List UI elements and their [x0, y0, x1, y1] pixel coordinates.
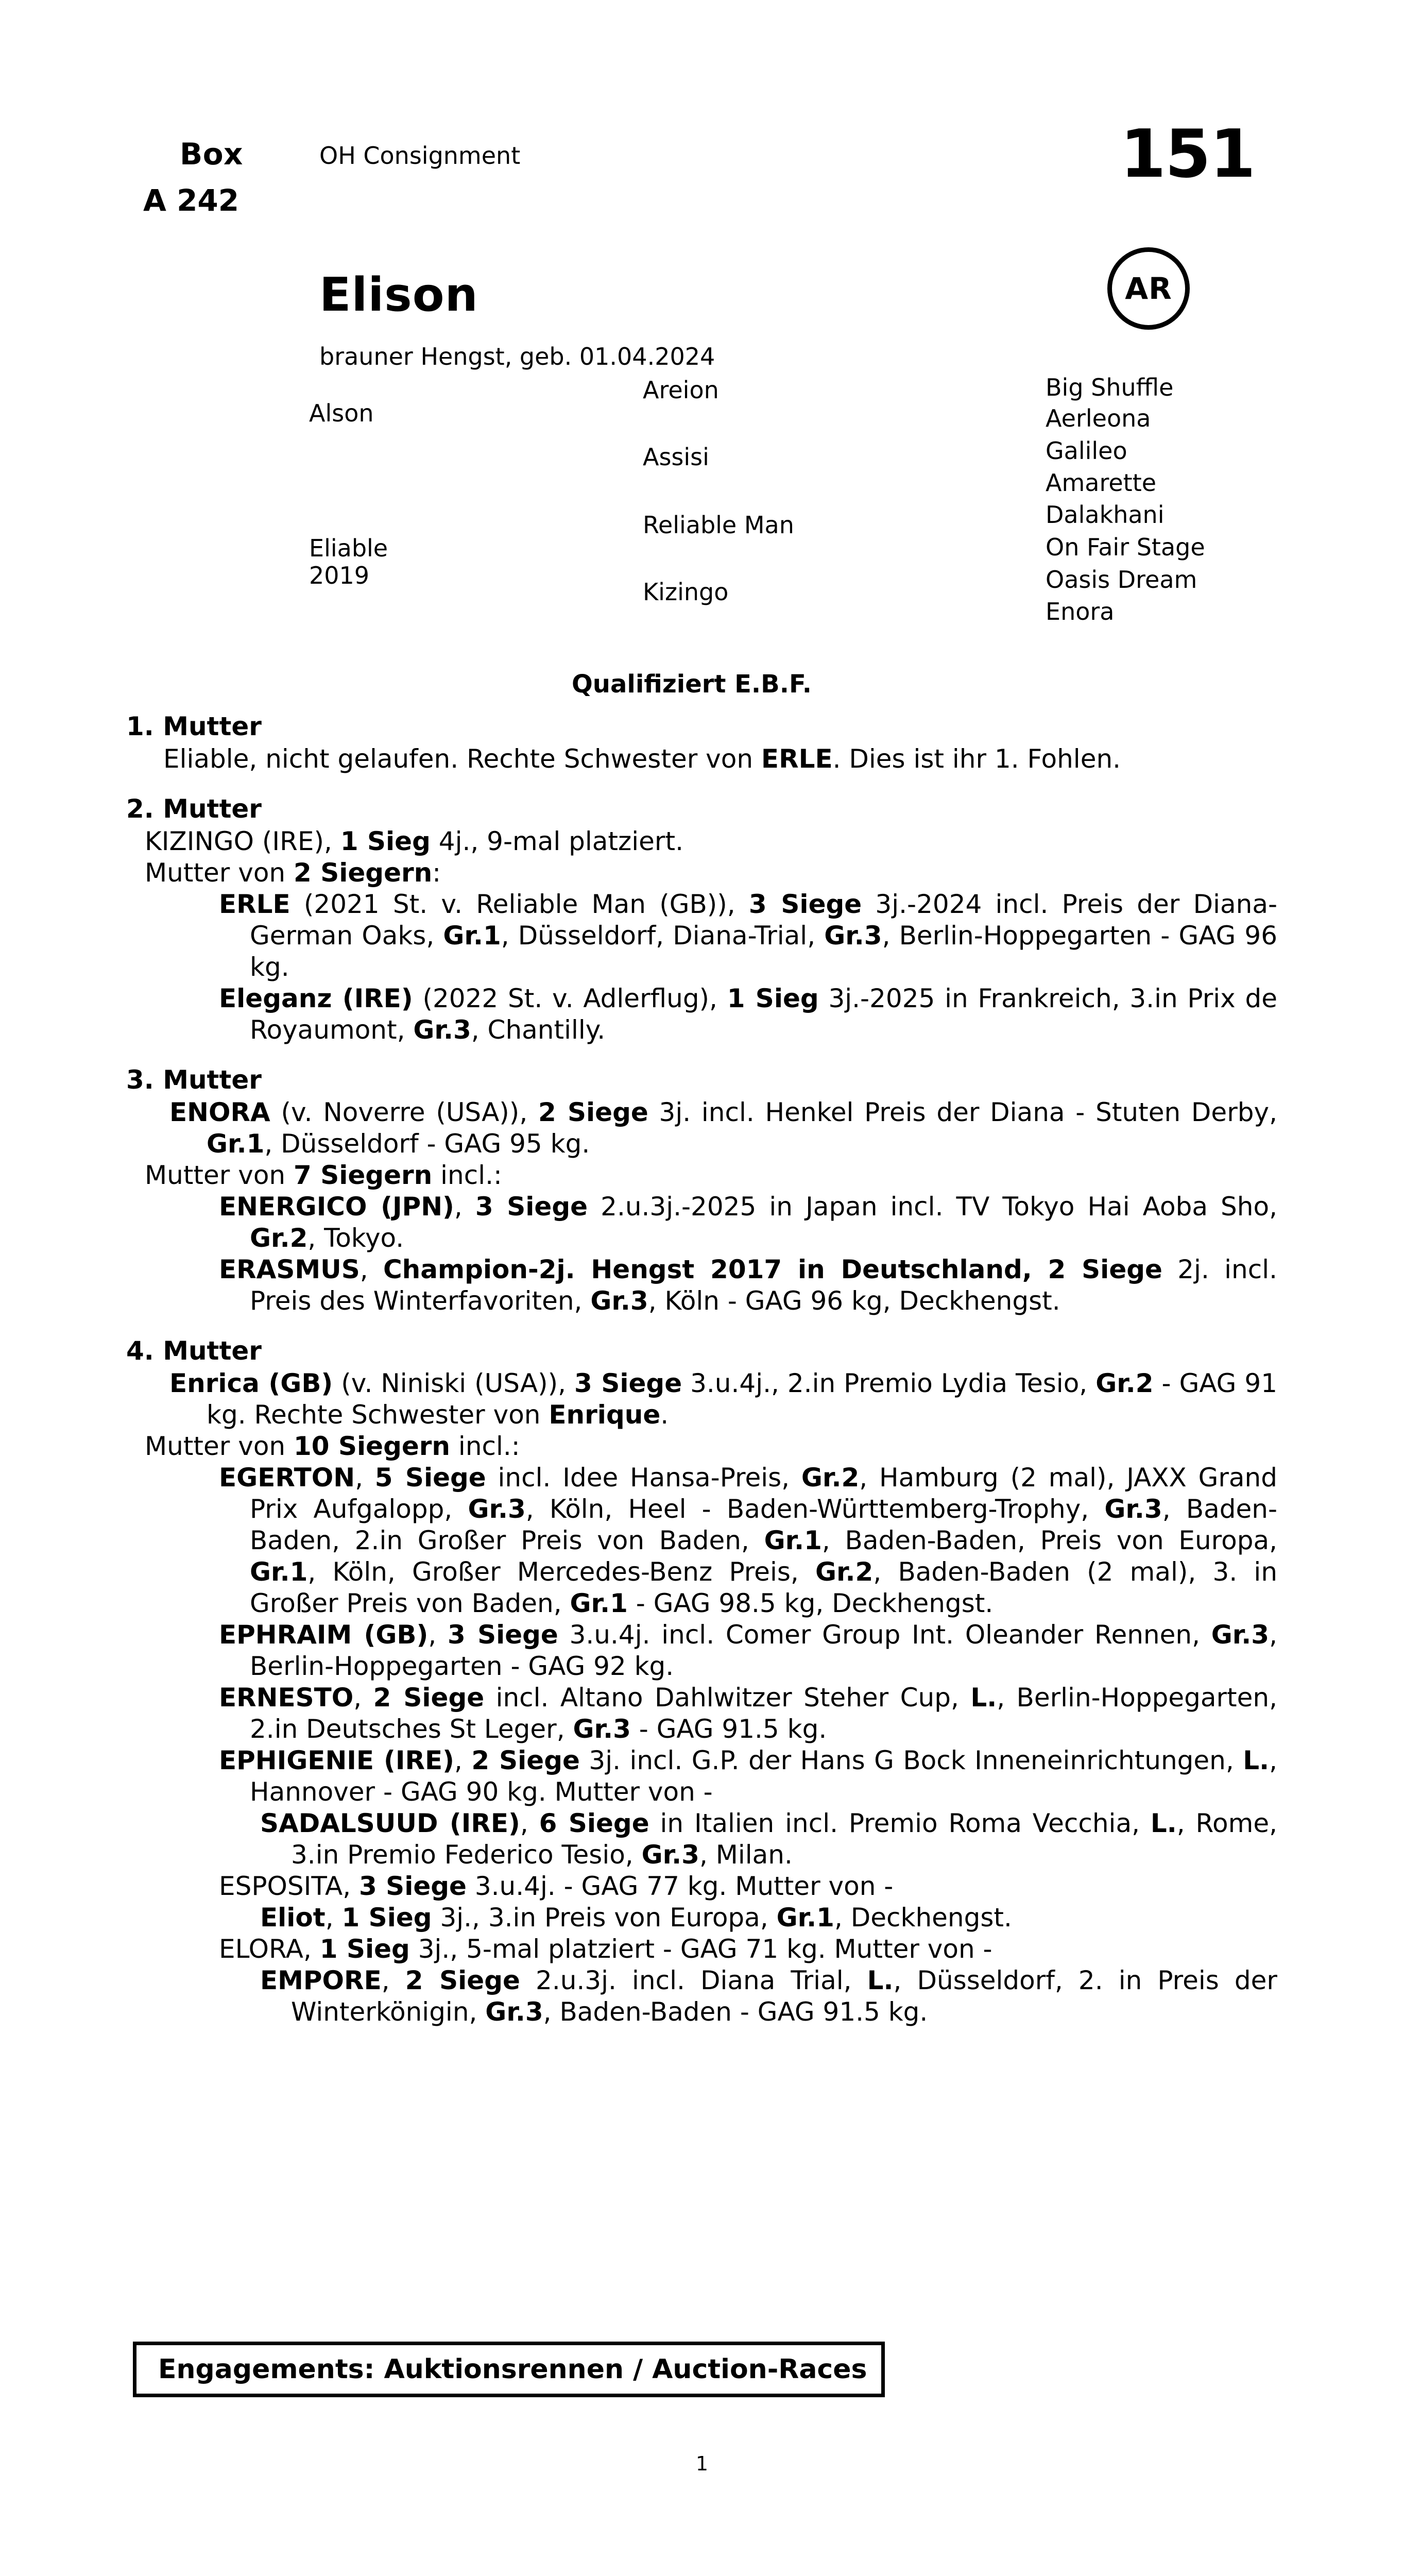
- g3-foal-2-r2: 2j. incl. Preis des Winterfavoriten,: [250, 1255, 1277, 1316]
- g4-foal-6: [188, 1934, 1277, 1965]
- consignment-label: OH Consignment: [319, 142, 521, 170]
- pedigree-text: [126, 711, 1277, 2028]
- g3-foal-1: [188, 1191, 1277, 1254]
- g4-foal-6-sub-part-2: 2 Siege: [405, 1965, 520, 1995]
- g2-motherof-a: Mutter von: [145, 858, 294, 888]
- g4-foal-6-sub-part-4: L.: [867, 1965, 894, 1995]
- generation-4-heading: 4. Mutter: [126, 1336, 262, 1366]
- g3-foal-1-r2: 2.u.3j.-2025 in Japan incl. TV Tokyo Hai Aoba Sho,: [588, 1192, 1277, 1222]
- g4-foal-5-name: ESPOSITA: [219, 1871, 343, 1901]
- horse-description: brauner Hengst, geb. 01.04.2024: [319, 343, 715, 370]
- g4-foal-4-sub-part-5: , Rome, 3.in Premio Federico Tesio,: [291, 1808, 1277, 1870]
- g2-foal-1-gr2: Gr.3: [824, 921, 882, 951]
- g3-dam-wins: 2 Siege: [538, 1097, 648, 1127]
- page-number: 1: [695, 2452, 709, 2475]
- g4-dam-sister: Enrique: [549, 1400, 661, 1430]
- g4-foal-3-part-5: , Berlin-Hoppegarten, 2.in Deutsches St Leger,: [250, 1683, 1277, 1744]
- g4-foal-1-name: EGERTON: [219, 1463, 355, 1493]
- box-number: A 242: [143, 183, 239, 218]
- g4-foal-1-part-12: Gr.1: [250, 1557, 308, 1587]
- g4-foal-4-sub-part-7: , Milan.: [699, 1840, 793, 1870]
- g3-foal-2: [188, 1254, 1277, 1317]
- g4-foal-2-part-1: ,: [428, 1620, 448, 1650]
- g4-foal-4-sub-part-1: ,: [520, 1808, 539, 1838]
- generation-1-text: [145, 743, 1277, 775]
- generation-4-motherof: [145, 1431, 1277, 1462]
- g2-foal-2-wins: 1 Sieg: [727, 984, 819, 1013]
- g2-motherof-b: 2 Siegern: [294, 858, 433, 888]
- qualified-note: Qualifiziert E.B.F.: [572, 670, 812, 699]
- g4-dam-r3: - GAG 91 kg. Rechte Schwester von: [207, 1368, 1278, 1430]
- g2-foal-1-wins: 3 Siege: [748, 889, 862, 919]
- g4-foal-6-name: ELORA: [219, 1934, 303, 1964]
- g4-foal-list: [126, 1462, 1277, 2028]
- g2-dam-name: KIZINGO (IRE),: [145, 826, 340, 856]
- pedigree-gen3-3: Galileo: [1046, 437, 1127, 465]
- g4-foal-3-part-4: L.: [970, 1683, 997, 1713]
- g4-dam-r2: 3.u.4j., 2.in Premio Lydia Tesio,: [682, 1368, 1096, 1398]
- g2-dam-wins: 1 Sieg: [340, 826, 431, 856]
- g3-foal-1-name: ENERGICO (JPN): [219, 1192, 454, 1222]
- g4-foal-4-part-4: L.: [1243, 1745, 1270, 1775]
- g4-foal-4-sub-name: SADALSUUD (IRE): [260, 1808, 520, 1838]
- box-label: Box: [180, 137, 243, 172]
- g4-foal-5-part-1: ,: [343, 1871, 359, 1901]
- pedigree-gen3-5: Dalakhani: [1046, 501, 1165, 529]
- g4-foal-5-sub-part-5: , Deckhengst.: [834, 1903, 1012, 1933]
- g4-foal-4: [188, 1745, 1277, 1808]
- g3-foal-2-gr1: Gr.3: [590, 1286, 648, 1316]
- g4-foal-4-sub-part-6: Gr.3: [641, 1840, 699, 1870]
- g2-foal-1-name: ERLE: [219, 889, 290, 919]
- g4-dam-r1: (v. Niniski (USA)),: [333, 1368, 575, 1398]
- g4-foal-6-sub: [229, 1965, 1277, 2028]
- g4-foal-5-part-2: 3 Siege: [358, 1871, 467, 1901]
- g4-foal-2-name: EPHRAIM (GB): [219, 1620, 429, 1650]
- g3-dam-r3: , Düsseldorf - GAG 95 kg.: [264, 1129, 590, 1159]
- g4-foal-6-sub-part-3: 2.u.3j. incl. Diana Trial,: [520, 1965, 867, 1995]
- g2-foal-2: [188, 983, 1277, 1046]
- g4-foal-6-sub-part-7: , Baden-Baden - GAG 91.5 kg.: [543, 1997, 928, 2027]
- g4-foal-1-part-15: , Baden-Baden (2 mal), 3. in Großer Preis von Baden,: [250, 1557, 1278, 1618]
- g4-foal-5-sub-part-4: Gr.1: [776, 1903, 834, 1933]
- g4-foal-5: [188, 1871, 1277, 1902]
- g4-foal-5-sub-part-2: 1 Sieg: [341, 1903, 432, 1933]
- engagements-box: [133, 2342, 885, 2397]
- pedigree-dam-year: 2019: [309, 562, 370, 589]
- pedigree-gen3-7: Oasis Dream: [1046, 566, 1197, 594]
- g2-foal-1-r1: (2021 St. v. Reliable Man (GB)),: [290, 889, 749, 919]
- g4-foal-1-part-17: - GAG 98.5 kg, Deckhengst.: [627, 1588, 994, 1618]
- pedigree-dam: Eliable: [309, 534, 388, 562]
- g4-foal-4-sub: [229, 1808, 1277, 1871]
- g4-foal-6-sub-part-6: Gr.3: [485, 1997, 543, 2027]
- g4-foal-1-part-9: , Baden-Baden, 2.in Großer Preis von Baden,: [250, 1494, 1277, 1555]
- g4-foal-3-part-2: 2 Siege: [373, 1683, 485, 1713]
- pedigree-dam-sire: Reliable Man: [643, 511, 794, 539]
- g3-foal-1-r3: , Tokyo.: [307, 1223, 404, 1253]
- g4-foal-1-part-10: Gr.1: [764, 1526, 822, 1555]
- g3-motherof-c: incl.:: [432, 1160, 502, 1190]
- g4-foal-4-sub-part-2: 6 Siege: [539, 1808, 649, 1838]
- g1-text-bold: ERLE: [761, 744, 833, 774]
- pedigree-sire: Alson: [309, 399, 374, 427]
- g3-foal-2-r1: ,: [359, 1255, 383, 1284]
- g4-foal-6-sub-name: EMPORE: [260, 1965, 382, 1995]
- g4-foal-1-part-11: , Baden-Baden, Preis von Europa,: [821, 1526, 1278, 1555]
- g4-foal-4-part-5: , Hannover - GAG 90 kg. Mutter von -: [250, 1745, 1277, 1807]
- g2-motherof-c: :: [432, 858, 441, 888]
- g2-foal-1-gr1: Gr.1: [443, 921, 501, 951]
- g2-foal-2-r1: (2022 St. v. Adlerflug),: [413, 984, 727, 1013]
- g4-foal-5-sub-name: Eliot: [260, 1903, 326, 1933]
- g4-foal-1-part-13: , Köln, Großer Mercedes-Benz Preis,: [307, 1557, 815, 1587]
- g3-foal-2-name: ERASMUS: [219, 1255, 360, 1284]
- g4-foal-3-part-7: - GAG 91.5 kg.: [630, 1714, 827, 1744]
- g4-foal-5-part-3: 3.u.4j. - GAG 77 kg. Mutter von -: [466, 1871, 894, 1901]
- pedigree-gen3-8: Enora: [1046, 598, 1115, 625]
- g2-foal-1-r3: , Düsseldorf, Diana-Trial,: [501, 921, 825, 951]
- g2-foal-2-r2: 3j.-2025 in Frankreich, 3.in Prix de Royaumont,: [250, 984, 1278, 1045]
- g4-foal-1-part-5: , Hamburg (2 mal), JAXX Grand Prix Aufgalopp,: [250, 1463, 1277, 1524]
- g4-foal-2-part-3: 3.u.4j. incl. Comer Group Int. Oleander Rennen,: [558, 1620, 1211, 1650]
- g3-foal-1-wins: 3 Siege: [475, 1192, 588, 1222]
- pedigree-sire-dam: Assisi: [643, 443, 709, 471]
- g4-foal-3-part-6: Gr.3: [573, 1714, 631, 1744]
- g3-dam-gr: Gr.1: [207, 1129, 265, 1159]
- g4-foal-4-sub-part-4: L.: [1150, 1808, 1177, 1838]
- g4-foal-2-part-4: Gr.3: [1211, 1620, 1270, 1650]
- generation-1-heading: 1. Mutter: [126, 711, 262, 741]
- generation-2-dam: [145, 826, 1277, 857]
- g4-foal-6-sub-part-5: , Düsseldorf, 2. in Preis der Winterkönigin,: [291, 1965, 1277, 2027]
- generation-3-heading: 3. Mutter: [126, 1065, 262, 1095]
- generation-3-motherof: [145, 1160, 1277, 1191]
- g4-foal-1-part-1: ,: [355, 1463, 375, 1493]
- g3-motherof-a: Mutter von: [145, 1160, 294, 1190]
- g4-foal-4-sub-part-3: in Italien incl. Premio Roma Vecchia,: [649, 1808, 1151, 1838]
- g4-foal-1-part-8: Gr.3: [1104, 1494, 1162, 1524]
- generation-2-heading: 2. Mutter: [126, 794, 262, 824]
- horse-name: Elison: [319, 268, 478, 322]
- g4-motherof-a: Mutter von: [145, 1431, 294, 1461]
- g4-foal-4-part-1: ,: [454, 1745, 472, 1775]
- pedigree-gen3-4: Amarette: [1046, 469, 1157, 497]
- generation-3-dam: [145, 1097, 1277, 1160]
- g4-foal-3-name: ERNESTO: [219, 1683, 354, 1713]
- g4-foal-6-part-2: 1 Sieg: [319, 1934, 410, 1964]
- ar-badge: AR: [1107, 247, 1190, 330]
- g1-text-a: Eliable, nicht gelaufen. Rechte Schwester von: [163, 744, 761, 774]
- g4-foal-5-sub: [229, 1902, 1277, 1934]
- generation-4-dam: [145, 1368, 1277, 1431]
- g4-foal-1-part-14: Gr.2: [815, 1557, 874, 1587]
- g4-foal-3-part-3: incl. Altano Dahlwitzer Steher Cup,: [484, 1683, 971, 1713]
- lot-number: 151: [1120, 116, 1255, 193]
- g1-text-c: . Dies ist ihr 1. Fohlen.: [832, 744, 1121, 774]
- g4-foal-2: [188, 1619, 1277, 1682]
- g4-foal-6-sub-part-1: ,: [381, 1965, 405, 1995]
- g4-foal-6-part-3: 3j., 5-mal platziert - GAG 71 kg. Mutter von -: [409, 1934, 992, 1964]
- g2-dam-rest: 4j., 9-mal platziert.: [430, 826, 683, 856]
- g4-foal-1-part-6: Gr.3: [468, 1494, 526, 1524]
- g4-foal-5-sub-part-3: 3j., 3.in Preis von Europa,: [432, 1903, 777, 1933]
- g2-foal-1: [188, 889, 1277, 983]
- g2-foal-1-r4: , Berlin-Hoppegarten - GAG 96 kg.: [250, 921, 1278, 982]
- g3-foal-2-r3: , Köln - GAG 96 kg, Deckhengst.: [648, 1286, 1060, 1316]
- g4-foal-4-name: EPHIGENIE (IRE): [219, 1745, 454, 1775]
- pedigree-gen3-6: On Fair Stage: [1046, 533, 1205, 561]
- g4-foal-5-sub-part-1: ,: [325, 1903, 342, 1933]
- g3-foal-1-r1: ,: [454, 1192, 475, 1222]
- g2-foal-2-name: Eleganz (IRE): [219, 984, 413, 1013]
- g4-foal-4-part-2: 2 Siege: [471, 1745, 580, 1775]
- g4-foal-1: [188, 1462, 1277, 1619]
- g4-foal-2-part-5: , Berlin-Hoppegarten - GAG 92 kg.: [250, 1620, 1277, 1681]
- g3-foal-2-bold: Champion-2j. Hengst 2017 in Deutschland, 2 Siege: [383, 1255, 1162, 1284]
- pedigree-dam-dam: Kizingo: [643, 578, 729, 606]
- g4-dam-gr: Gr.2: [1095, 1368, 1154, 1398]
- generation-2-motherof: [145, 857, 1277, 889]
- g4-dam-wins: 3 Siege: [574, 1368, 682, 1398]
- g3-foal-1-gr1: Gr.2: [250, 1223, 308, 1253]
- g4-foal-1-part-3: incl. Idee Hansa-Preis,: [486, 1463, 801, 1493]
- g4-foal-1-part-16: Gr.1: [570, 1588, 628, 1618]
- g4-motherof-c: incl.:: [450, 1431, 520, 1461]
- g4-foal-1-part-2: 5 Siege: [374, 1463, 486, 1493]
- g4-motherof-b: 10 Siegern: [294, 1431, 451, 1461]
- g2-foal-1-r2: 3j.-2024 incl. Preis der Diana-German Oaks,: [250, 889, 1277, 951]
- g4-foal-3: [188, 1682, 1277, 1745]
- g3-dam-name: ENORA: [169, 1097, 270, 1127]
- pedigree-gen3-2: Aerleona: [1046, 404, 1151, 432]
- pedigree-chart: [309, 374, 1298, 652]
- g4-foal-4-part-3: 3j. incl. G.P. der Hans G Bock Inneneinrichtungen,: [579, 1745, 1243, 1775]
- g4-foal-3-part-1: ,: [353, 1683, 373, 1713]
- g4-foal-1-part-4: Gr.2: [801, 1463, 860, 1493]
- g4-dam-r4: .: [660, 1400, 669, 1430]
- g4-foal-2-part-2: 3 Siege: [448, 1620, 558, 1650]
- g4-foal-6-part-1: ,: [303, 1934, 320, 1964]
- g3-dam-r2: 3j. incl. Henkel Preis der Diana - Stuten Derby,: [648, 1097, 1277, 1127]
- g4-foal-1-part-7: , Köln, Heel - Baden-Württemberg-Trophy,: [525, 1494, 1105, 1524]
- g4-dam-name: Enrica (GB): [169, 1368, 333, 1398]
- pedigree-gen3-1: Big Shuffle: [1046, 374, 1174, 401]
- g2-foal-2-r3: , Chantilly.: [471, 1015, 606, 1045]
- pedigree-sire-sire: Areion: [643, 376, 719, 404]
- g3-motherof-b: 7 Siegern: [294, 1160, 433, 1190]
- engagements-label: Engagements: Auktionsrennen / Auction-Races: [158, 2354, 867, 2385]
- g3-dam-r1: (v. Noverre (USA)),: [270, 1097, 538, 1127]
- g2-foal-2-gr1: Gr.3: [413, 1015, 471, 1045]
